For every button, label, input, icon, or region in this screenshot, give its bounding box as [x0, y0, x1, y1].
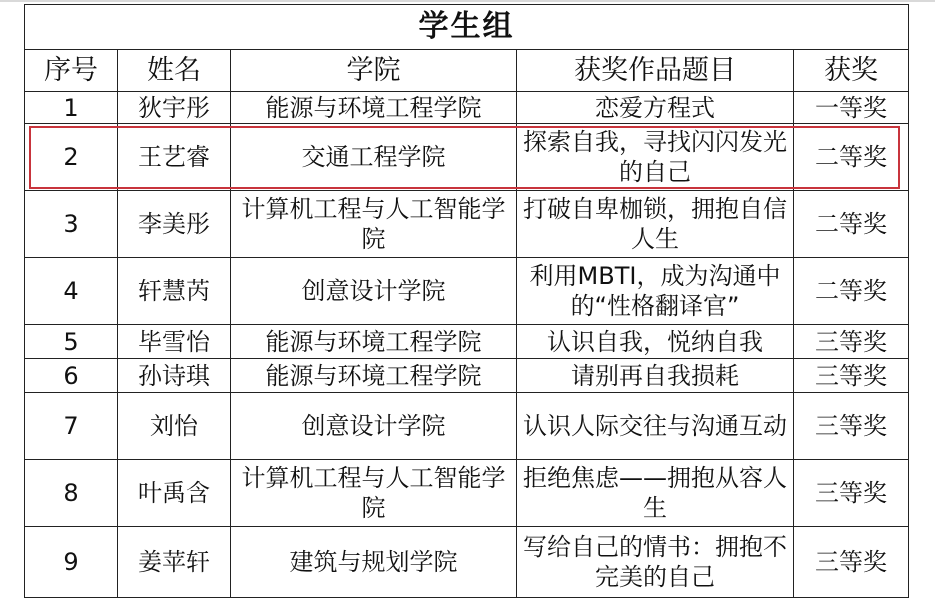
cell-name: 李美彤 [118, 191, 231, 258]
cell-college: 创意设计学院 [231, 393, 517, 460]
cell-work: 打破自卑枷锁，拥抱自信人生 [517, 191, 794, 258]
cell-college: 能源与环境工程学院 [231, 92, 517, 124]
cell-work: 拒绝焦虑——拥抱从容人生 [517, 460, 794, 527]
cell-college: 能源与环境工程学院 [231, 359, 517, 393]
cell-no: 5 [25, 325, 118, 359]
cell-name: 刘怡 [118, 393, 231, 460]
header-work: 获奖作品题目 [517, 50, 794, 92]
cell-work: 请别再自我损耗 [517, 359, 794, 393]
cell-college: 建筑与规划学院 [231, 527, 517, 598]
cell-name: 叶禹含 [118, 460, 231, 527]
cell-award: 一等奖 [794, 92, 909, 124]
table-row [25, 191, 909, 258]
page-top-border [0, 0, 935, 2]
table-row [25, 258, 909, 325]
cell-award: 三等奖 [794, 460, 909, 527]
cell-college: 交通工程学院 [231, 124, 517, 191]
table-row [25, 527, 909, 598]
cell-work: 恋爱方程式 [517, 92, 794, 124]
cell-award: 三等奖 [794, 393, 909, 460]
header-row [25, 50, 909, 92]
cell-no: 4 [25, 258, 118, 325]
cell-name: 王艺睿 [118, 124, 231, 191]
cell-name: 毕雪怡 [118, 325, 231, 359]
cell-college: 能源与环境工程学院 [231, 325, 517, 359]
table-row [25, 393, 909, 460]
table-row [25, 325, 909, 359]
award-table [24, 4, 909, 598]
cell-no: 2 [25, 124, 118, 191]
cell-name: 孙诗琪 [118, 359, 231, 393]
cell-name: 狄宇彤 [118, 92, 231, 124]
cell-award: 三等奖 [794, 325, 909, 359]
cell-name: 轩慧芮 [118, 258, 231, 325]
header-award: 获奖 [794, 50, 909, 92]
table-row [25, 359, 909, 393]
cell-no: 9 [25, 527, 118, 598]
header-name: 姓名 [118, 50, 231, 92]
cell-no: 1 [25, 92, 118, 124]
table-row [25, 124, 909, 191]
cell-award: 二等奖 [794, 124, 909, 191]
cell-name: 姜苹轩 [118, 527, 231, 598]
cell-award: 三等奖 [794, 527, 909, 598]
cell-no: 8 [25, 460, 118, 527]
header-college: 学院 [231, 50, 517, 92]
cell-no: 7 [25, 393, 118, 460]
cell-work: 认识人际交往与沟通互动 [517, 393, 794, 460]
cell-college: 创意设计学院 [231, 258, 517, 325]
cell-work: 利用MBTI，成为沟通中的“性格翻译官” [517, 258, 794, 325]
cell-work: 探索自我，寻找闪闪发光的自己 [517, 124, 794, 191]
cell-award: 二等奖 [794, 258, 909, 325]
table-row [25, 460, 909, 527]
cell-no: 3 [25, 191, 118, 258]
cell-college: 计算机工程与人工智能学院 [231, 460, 517, 527]
header-no: 序号 [25, 50, 118, 92]
cell-award: 三等奖 [794, 359, 909, 393]
cell-work: 写给自己的情书：拥抱不完美的自己 [517, 527, 794, 598]
table-row [25, 92, 909, 124]
cell-award: 二等奖 [794, 191, 909, 258]
table-title: 学生组 [25, 5, 909, 50]
cell-college: 计算机工程与人工智能学院 [231, 191, 517, 258]
cell-no: 6 [25, 359, 118, 393]
cell-work: 认识自我，悦纳自我 [517, 325, 794, 359]
